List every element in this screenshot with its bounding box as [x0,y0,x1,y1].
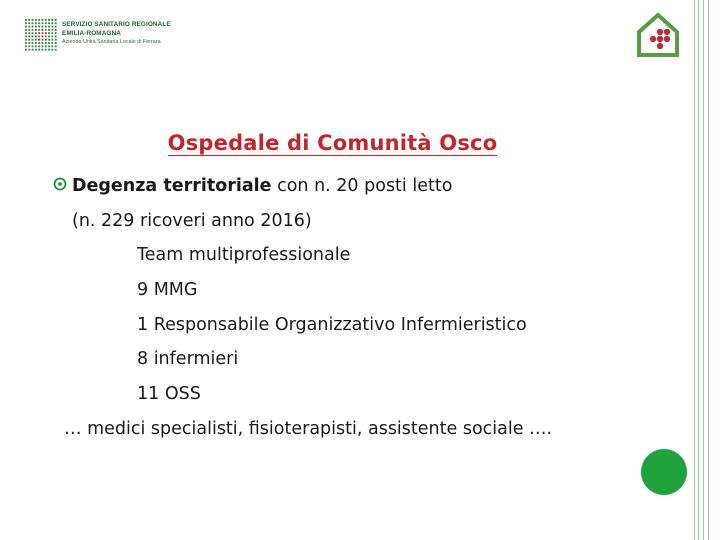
logo-dot [42,26,44,28]
logo-dot [28,36,30,38]
logo-dot [32,39,34,41]
logo-dot [32,26,34,28]
green-circle-decoration [641,449,687,495]
logo-dot [45,29,47,31]
logo-dot [35,36,37,38]
logo-text [62,20,171,47]
closing-line: … medici specialisti, fisioterapisti, assistente sociale …. [64,419,553,439]
logo-dot [28,45,30,47]
logo-dot [25,26,27,28]
logo-dot [42,29,44,31]
logo-dot [38,26,40,28]
logo-dot [38,22,40,24]
logo-dot [28,39,30,41]
logo-dot [35,42,37,44]
logo-dot [45,39,47,41]
logo-dot [38,32,40,34]
logo-dot [42,39,44,41]
logo-dot [25,32,27,34]
logo-dot [51,36,53,38]
logo-dot [25,36,27,38]
logo-dot [48,42,50,44]
team-line-3: 1 Responsabile Organizzativo Infermieristico [137,315,527,335]
logo-dot [28,42,30,44]
logo-dot [55,39,57,41]
logo-dot [45,19,47,21]
team-line-1: Team multiprofessionale [137,245,351,265]
logo-dot [32,49,34,51]
decor-line-2 [698,0,699,540]
logo-dot [38,19,40,21]
logo-dot [55,22,57,24]
logo-dot [35,22,37,24]
slide-title [0,131,665,155]
bullet-line [72,176,452,196]
logo-dot [28,32,30,34]
logo-dot [45,36,47,38]
logo-dot [51,29,53,31]
bullet-icon [53,177,67,191]
logo-dot [45,49,47,51]
logo-dot [51,19,53,21]
logo-dot [25,22,27,24]
logo-dot [32,29,34,31]
logo-dot [25,39,27,41]
logo-dot [38,39,40,41]
logo-dot [32,45,34,47]
logo-dot [45,26,47,28]
logo-dot [28,19,30,21]
logo-dot [42,49,44,51]
logo-dot [55,49,57,51]
logo-dot [42,19,44,21]
logo-dot [45,42,47,44]
logo-dot [25,42,27,44]
bullet-bold-text: Degenza territoriale [72,176,272,196]
logo-dot [38,42,40,44]
logo-dot [35,19,37,21]
logo-dot [55,32,57,34]
decor-line-1 [694,0,695,540]
logo-org-line3: Azienda Unità Sanitaria Locale di Ferrara [62,39,161,45]
bullet-rest-text: con n. 20 posti letto [271,176,453,196]
house-icon [634,10,682,58]
logo-dot [28,49,30,51]
logo-dot [32,36,34,38]
logo-dot [48,26,50,28]
logo-dot [25,29,27,31]
logo-dot [35,39,37,41]
logo-dot [35,32,37,34]
logo-dot [48,49,50,51]
logo-dot [38,49,40,51]
organization-logo [24,18,204,54]
logo-dot [32,22,34,24]
logo-dot [51,32,53,34]
team-line-4: 8 infermieri [137,349,239,369]
logo-dot [35,26,37,28]
logo-dot [28,22,30,24]
logo-dot [42,45,44,47]
logo-dot [42,42,44,44]
logo-dot [32,19,34,21]
logo-dot [51,39,53,41]
logo-grid-icon [24,18,58,52]
decor-line-3 [703,0,704,540]
logo-dot [38,45,40,47]
logo-dot [55,26,57,28]
logo-dot [25,19,27,21]
logo-dot [42,32,44,34]
logo-dot [48,39,50,41]
logo-dot [25,45,27,47]
logo-dot [48,45,50,47]
logo-dot [55,29,57,31]
logo-dot [55,42,57,44]
slide-title-text: Ospedale di Comunità Osco [167,131,498,155]
logo-dot [45,32,47,34]
team-line-5: 11 OSS [137,384,201,404]
logo-dot [51,22,53,24]
logo-dot [51,42,53,44]
logo-dot [51,45,53,47]
logo-dot [48,36,50,38]
logo-dot [38,29,40,31]
team-line-2: 9 MMG [137,280,198,300]
logo-dot [35,29,37,31]
logo-dot [28,26,30,28]
logo-dot [48,29,50,31]
logo-dot [42,36,44,38]
logo-dot [55,19,57,21]
ricoveri-line: (n. 229 ricoveri anno 2016) [72,211,312,231]
logo-org-line1: SERVIZIO SANITARIO REGIONALE [62,21,171,28]
logo-dot [35,45,37,47]
logo-dot [48,22,50,24]
logo-dot [28,29,30,31]
logo-dot [48,19,50,21]
logo-dot [45,22,47,24]
logo-dot [51,49,53,51]
logo-dot [55,45,57,47]
logo-dot [38,36,40,38]
logo-dot [45,45,47,47]
logo-dot [25,49,27,51]
logo-dot [32,42,34,44]
logo-dot [32,32,34,34]
decor-line-4 [708,0,709,540]
logo-dot [51,26,53,28]
logo-dot [48,32,50,34]
logo-dot [55,36,57,38]
logo-dot [35,49,37,51]
logo-org-line2: EMILIA-ROMAGNA [62,30,121,37]
logo-dot [42,22,44,24]
